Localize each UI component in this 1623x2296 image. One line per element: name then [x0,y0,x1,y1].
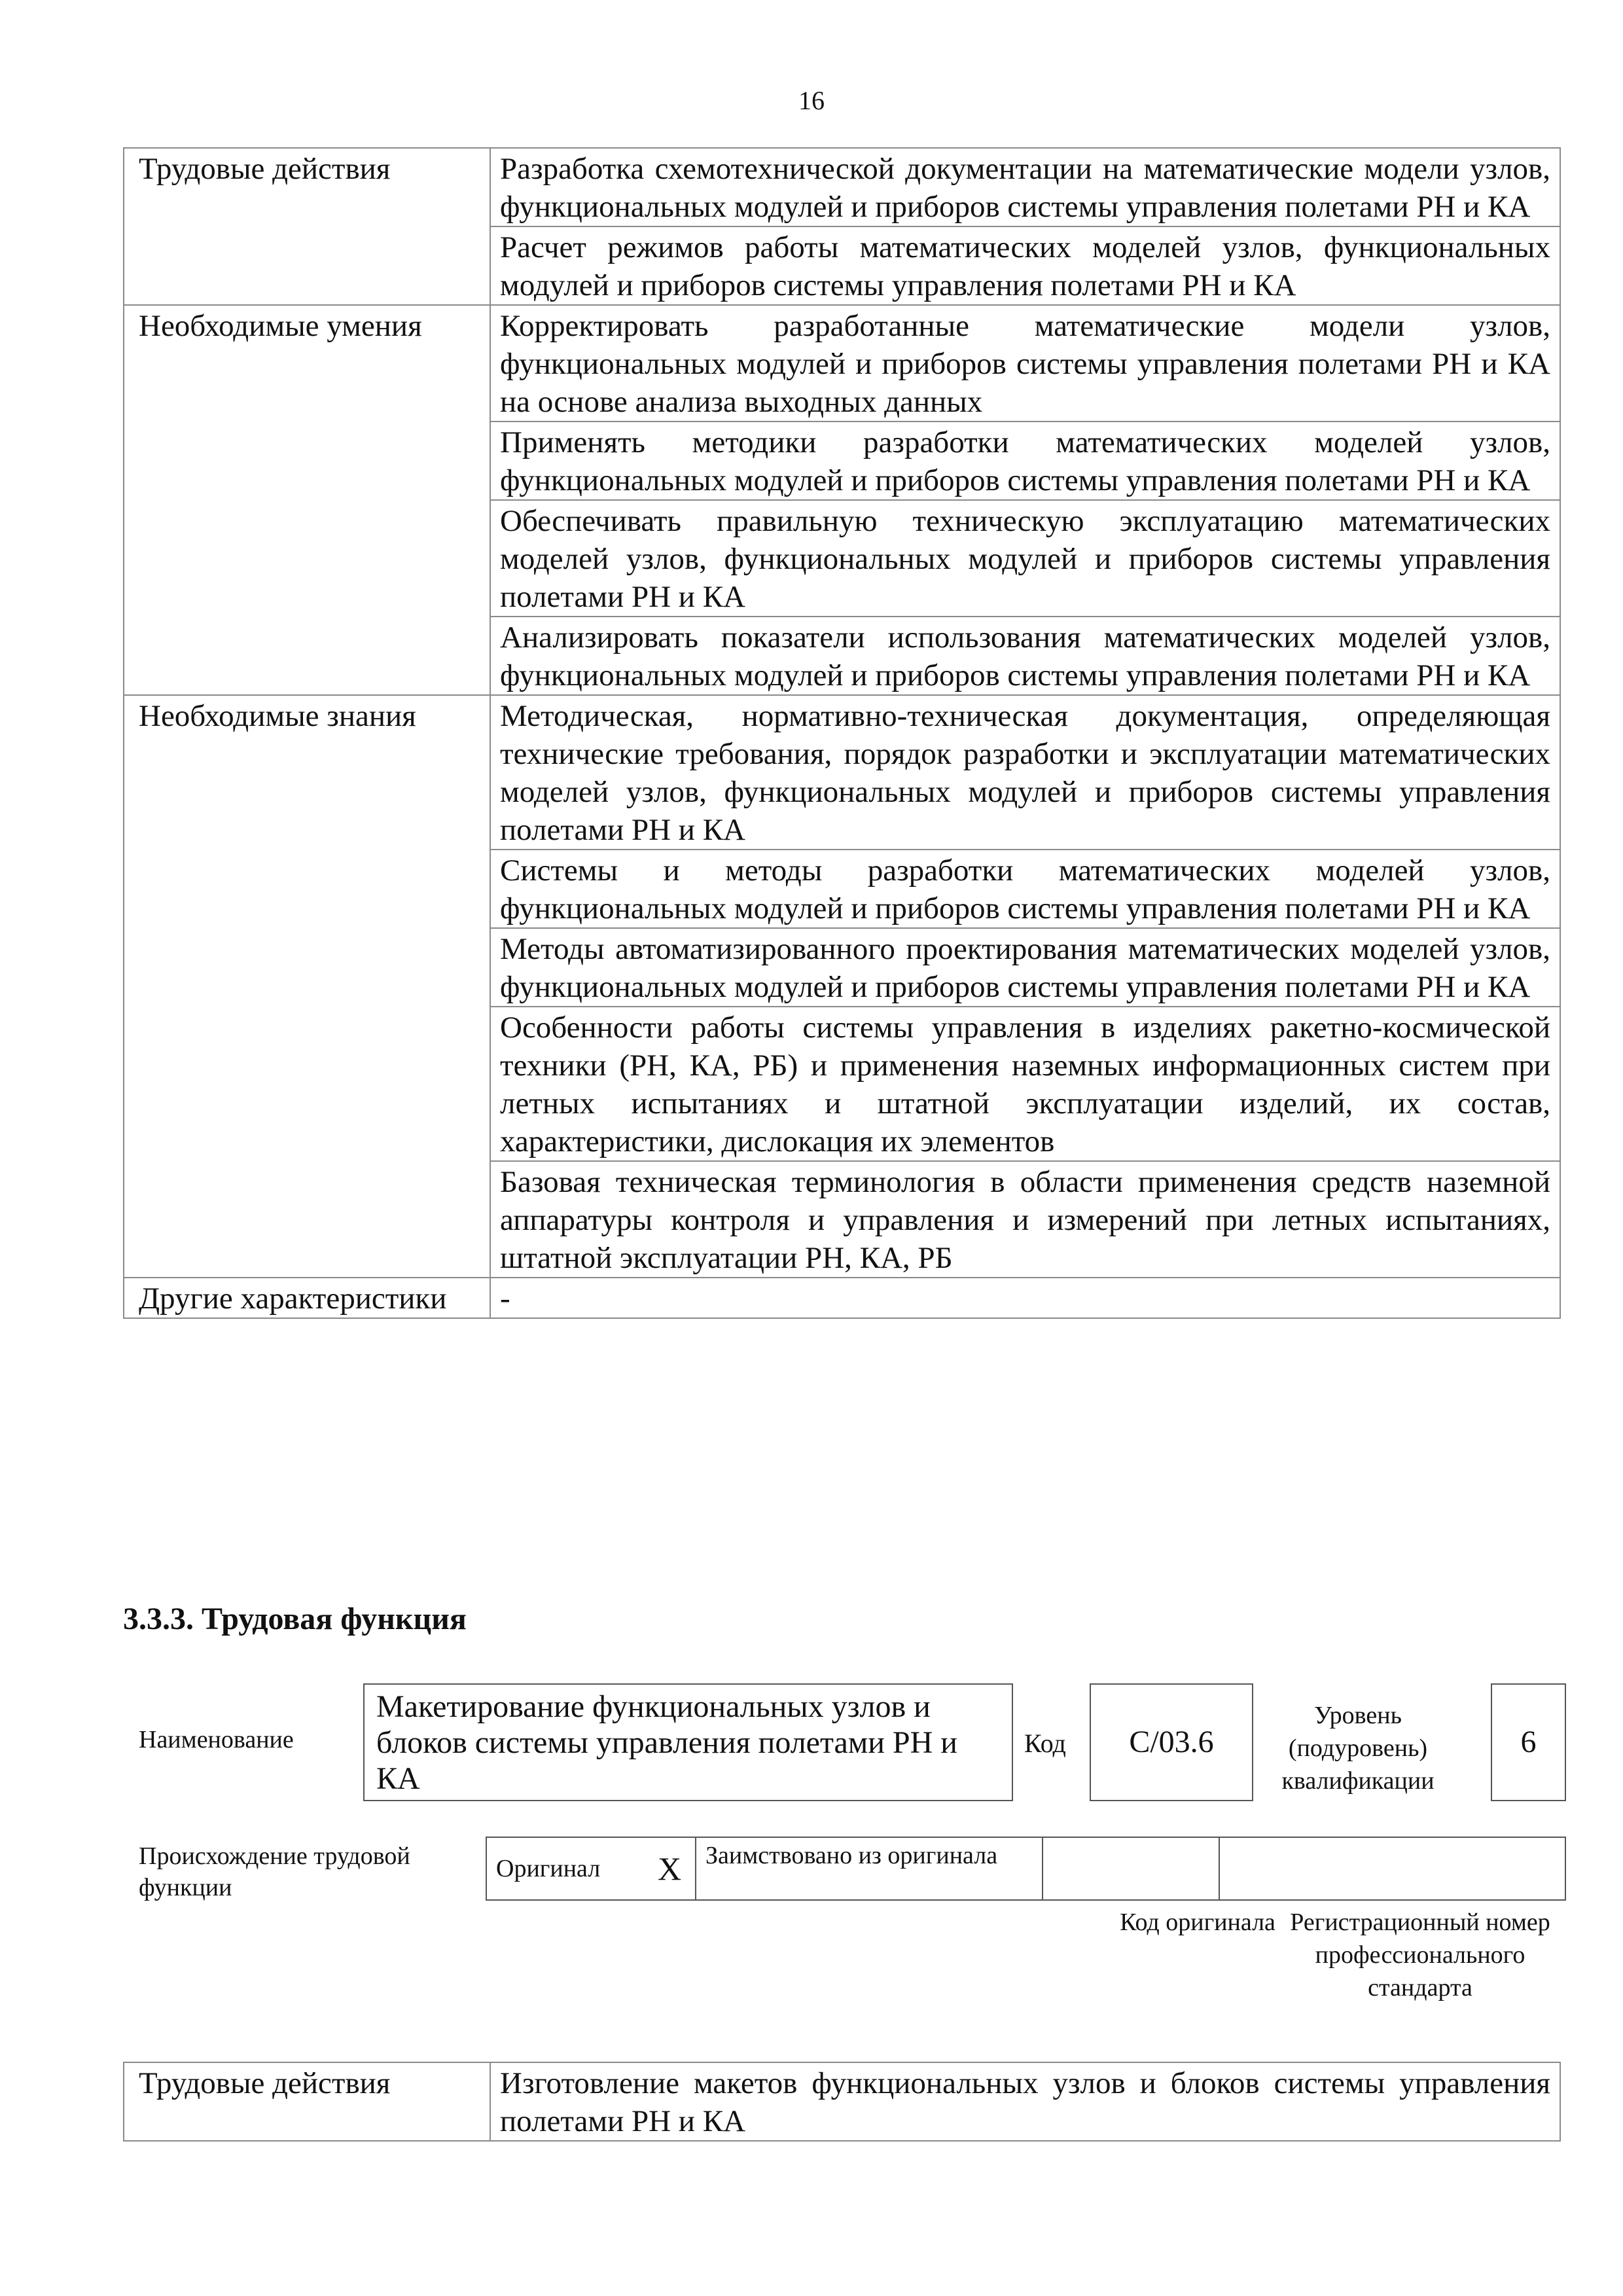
table-row [486,1837,1565,1900]
row-label-required-skills: Необходимые умения [124,305,490,695]
table-cell: Обеспечивать правильную техническую эксплуатацию математических моделей узлов, функциональных модулей и приборов системы управления полетами РН и КА [490,500,1560,617]
table-row [124,2062,1560,2141]
origin-label: Происхождение трудовой функции [139,1842,410,1901]
row-label-required-knowledge: Необходимые знания [124,695,490,1278]
original-label: Оригинал [486,1837,649,1900]
table-cell: Корректировать разработанные математические модели узлов, функциональных модулей и приборов системы управления полетами РН и КА на основе анализа выходных данных [490,305,1560,422]
original-mark: X [649,1837,696,1900]
table-cell: Методы автоматизированного проектирования математических моделей узлов, функциональных модулей и приборов системы управления полетами РН и КА [490,928,1560,1007]
table-row [124,148,1560,226]
table-row [124,695,1560,850]
caption-registration-number: Регистрационный номер профессионального стандарта [1290,1909,1550,2001]
row-label-labor-actions: Трудовые действия [124,148,490,305]
table-cell: Методическая, нормативно-техническая документация, определяющая технические требования, порядок разработки и эксплуатации математических моделей узлов, функциональных модулей и приборов системы управления полетами РН и КА [490,695,1560,850]
table-cell: - [490,1278,1560,1318]
code-value-box: C/03.6 [1090,1683,1253,1801]
function-name-box: Макетирование функциональных узлов и блоков системы управления полетами РН и КА [363,1683,1013,1801]
table-cell: Базовая техническая терминология в области применения средств наземной аппаратуры контроля и управления и измерений при летных испытаниях, штатной эксплуатации РН, КА, РБ [490,1161,1560,1278]
row-label-other-characteristics: Другие характеристики [124,1278,490,1318]
origin-table [486,1837,1566,1901]
section-heading: 3.3.3. Трудовая функция [123,1602,467,1636]
caption-original-code: Код оригинала [1120,1909,1275,1936]
row-label-labor-actions: Трудовые действия [124,2062,490,2141]
original-code-cell [1043,1837,1219,1900]
table-cell: Анализировать показатели использования математических моделей узлов, функциональных модулей и приборов системы управления полетами РН и КА [490,617,1560,695]
table-cell: Особенности работы системы управления в изделиях ракетно-космической техники (РН, КА, РБ) и применения наземных информационных систем при летных испытаниях и штатной эксплуатации изделий, их состав, характеристики, дислокация их элементов [490,1007,1560,1161]
table-row [124,1278,1560,1318]
page-number: 16 [798,86,825,115]
registration-number-cell [1219,1837,1565,1900]
qualification-level-box: 6 [1491,1683,1566,1801]
requirements-table [123,147,1561,1319]
code-label: Код [1024,1729,1066,1758]
table-cell: Изготовление макетов функциональных узлов и блоков системы управления полетами РН и КА [490,2062,1560,2141]
borrowed-label: Заимствовано из оригинала [696,1837,1043,1900]
qualification-level-label: Уровень (подуровень) квалификации [1281,1702,1435,1795]
table-cell: Расчет режимов работы математических моделей узлов, функциональных модулей и приборов системы управления полетами РН и КА [490,226,1560,305]
table-cell: Разработка схемотехнической документации на математические модели узлов, функциональных модулей и приборов системы управления полетами РН и КА [490,148,1560,226]
table-row [124,305,1560,422]
name-label: Наименование [139,1726,294,1753]
table-cell: Применять методики разработки математических моделей узлов, функциональных модулей и приборов системы управления полетами РН и КА [490,422,1560,500]
table-cell: Системы и методы разработки математических моделей узлов, функциональных модулей и приборов системы управления полетами РН и КА [490,850,1560,928]
labor-actions-table [123,2062,1561,2142]
